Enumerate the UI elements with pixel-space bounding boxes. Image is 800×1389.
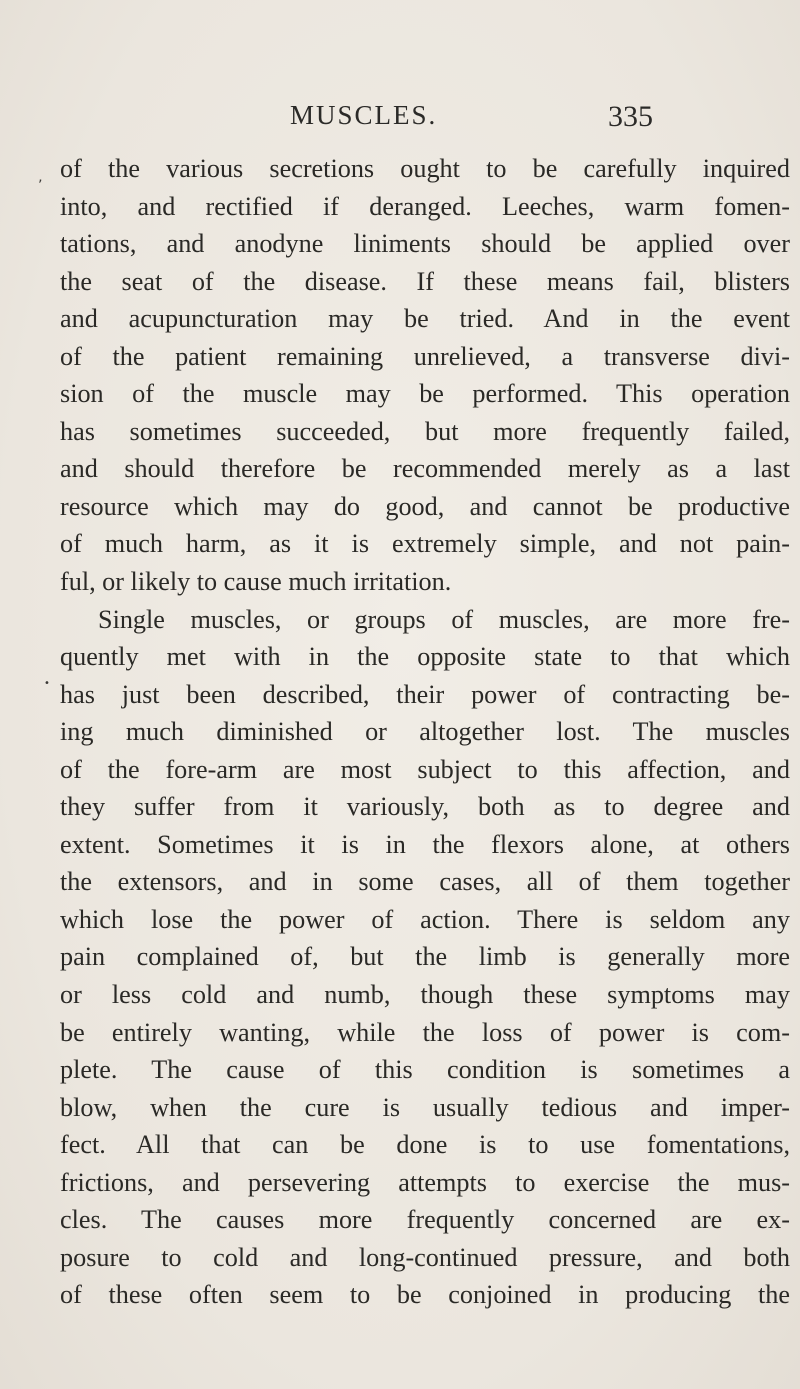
text-line: frictions, and persevering attempts to exercise the mus- <box>60 1167 790 1197</box>
text-line: which lose the power of action. There is seldom any <box>60 904 790 934</box>
text-line: posure to cold and long-continued pressure, and both <box>60 1242 790 1272</box>
paragraph-start-line: Single muscles, or groups of muscles, are more fre- <box>98 604 790 634</box>
text-line: of the fore-arm are most subject to this affection, and <box>60 754 790 784</box>
text-line: tations, and anodyne liniments should be applied over <box>60 229 790 259</box>
text-line: has sometimes succeeded, but more frequently failed, <box>60 416 790 446</box>
body-text <box>60 150 790 1314</box>
text-line: cles. The causes more frequently concerned are ex- <box>60 1205 790 1235</box>
text-line: of these often seem to be conjoined in producing the <box>60 1280 790 1310</box>
text-line: extent. Sometimes it is in the flexors alone, at others <box>60 829 790 859</box>
text-line: plete. The cause of this condition is sometimes a <box>60 1055 790 1085</box>
running-head: MUSCLES. <box>290 100 438 130</box>
text-line: ing much diminished or altogether lost. The muscles <box>60 717 790 747</box>
margin-mark: • <box>44 678 50 689</box>
text-line: the seat of the disease. If these means fail, blisters <box>60 266 790 296</box>
text-line: into, and rectified if deranged. Leeches, warm fomen- <box>60 191 790 221</box>
text-line: blow, when the cure is usually tedious and imper- <box>60 1092 790 1122</box>
text-line: of the patient remaining unrelieved, a transverse divi- <box>60 341 790 371</box>
text-line: of the various secretions ought to be carefully inquired <box>60 154 790 183</box>
text-line: sion of the muscle may be performed. This operation <box>60 379 790 409</box>
margin-mark: ’ <box>38 178 43 194</box>
text-line: and acupuncturation may be tried. And in the event <box>60 304 790 334</box>
text-line: the extensors, and in some cases, all of them together <box>60 867 790 897</box>
text-line: of much harm, as it is extremely simple, and not pain- <box>60 529 790 559</box>
page-number: 335 <box>608 100 653 133</box>
text-line: has just been described, their power of contracting be- <box>60 679 790 709</box>
text-line: be entirely wanting, while the loss of power is com- <box>60 1017 790 1047</box>
text-line: pain complained of, but the limb is generally more <box>60 942 790 972</box>
text-line: they suffer from it variously, both as to degree and <box>60 792 790 822</box>
text-line: resource which may do good, and cannot be productive <box>60 491 790 521</box>
text-line: or less cold and numb, though these symptoms may <box>60 980 790 1010</box>
text-line: and should therefore be recommended merely as a last <box>60 454 790 484</box>
text-line: fect. All that can be done is to use fomentations, <box>60 1130 790 1160</box>
page-header <box>0 100 800 140</box>
text-line: ful, or likely to cause much irritation. <box>60 567 452 597</box>
text-line: quently met with in the opposite state to that which <box>60 642 790 672</box>
